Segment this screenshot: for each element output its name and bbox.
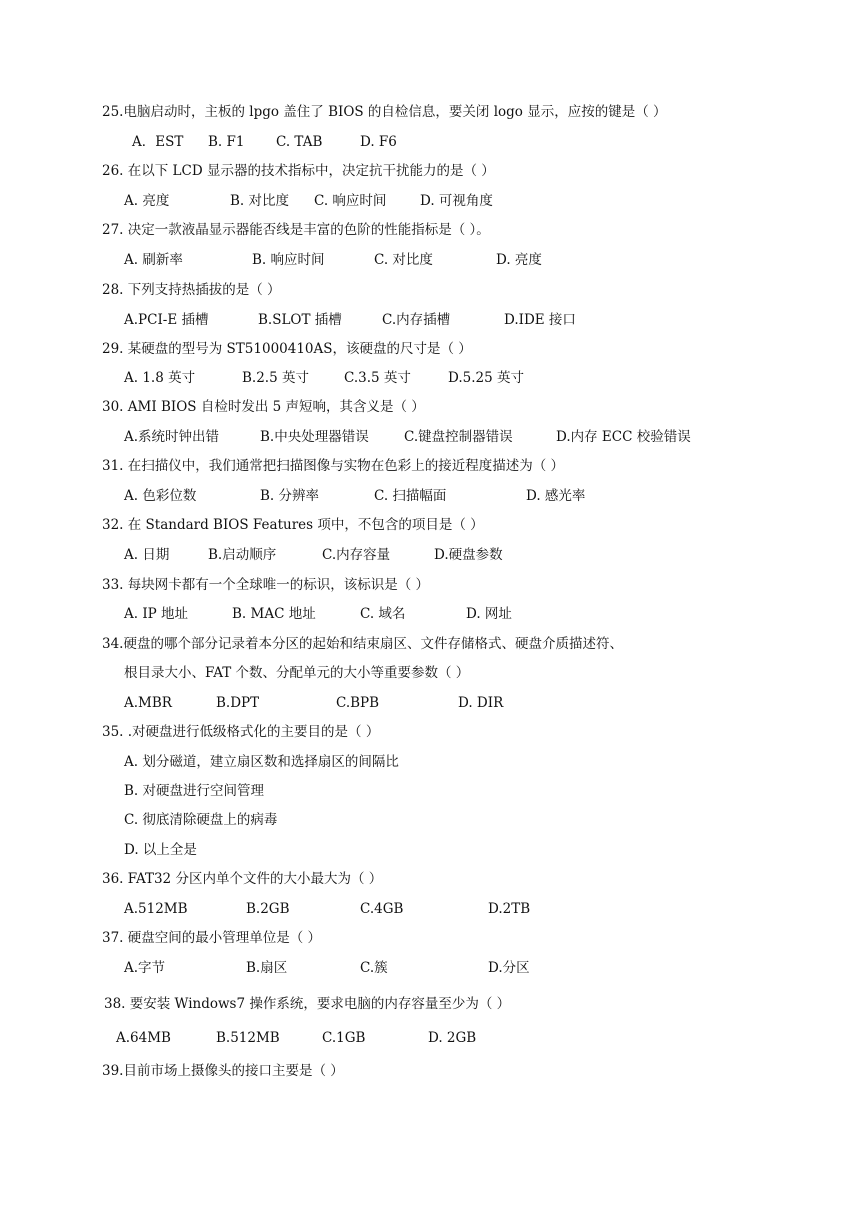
question-33-stem: 33. 每块网卡都有一个全球唯一的标识，该标识是（ ） [102, 577, 430, 593]
option-a: A. 日期 [124, 547, 170, 563]
question-31-stem: 31. 在扫描仪中，我们通常把扫描图像与实物在色彩上的接近程度描述为（ ） [102, 458, 565, 474]
option-a: A. 亮度 [124, 193, 170, 209]
question-35-stem: 35. .对硬盘进行低级格式化的主要目的是（ ） [102, 724, 380, 740]
option-d: D. 可视角度 [420, 193, 493, 209]
option-a: A.MBR [124, 695, 172, 711]
option-d: D.分区 [488, 960, 530, 976]
question-27-stem: 27. 决定一款液晶显示器能否线是丰富的色阶的性能指标是（ ）。 [102, 222, 490, 238]
option-c: C. TAB [276, 134, 323, 150]
question-35-option-b: B. 对硬盘进行空间管理 [124, 783, 265, 799]
option-b: B. 响应时间 [252, 252, 325, 268]
question-28-stem: 28. 下列支持热插拔的是（ ） [102, 282, 281, 298]
option-c: C. 响应时间 [314, 193, 387, 209]
option-c: C.4GB [360, 901, 404, 917]
option-d: D. 网址 [466, 606, 512, 622]
option-d: D. 2GB [428, 1030, 477, 1046]
option-c: C. 域名 [360, 606, 406, 622]
option-c: C.BPB [336, 695, 380, 711]
option-a: A．EST [132, 134, 184, 150]
question-34-stem: 34.硬盘的哪个部分记录着本分区的起始和结束扇区、文件存储格式、硬盘介质描述符、 [102, 636, 623, 652]
question-34-stem-continued: 根目录大小、FAT 个数、分配单元的大小等重要参数（ ） [124, 665, 470, 681]
option-c: C.簇 [360, 960, 388, 976]
option-b: B.SLOT 插槽 [258, 312, 342, 328]
option-a: A.系统时钟出错 [124, 429, 220, 445]
option-b: B. F1 [208, 134, 245, 150]
question-36-stem: 36. FAT32 分区内单个文件的大小最大为（ ） [102, 871, 383, 887]
option-d: D.2TB [488, 901, 531, 917]
option-b: B.2.5 英寸 [242, 370, 309, 386]
option-b: B.启动顺序 [208, 547, 277, 563]
option-a: A.字节 [124, 960, 166, 976]
option-a: A. 刷新率 [124, 252, 183, 268]
option-c: C.键盘控制器错误 [404, 429, 513, 445]
question-37-stem: 37. 硬盘空间的最小管理单位是（ ） [102, 930, 322, 946]
question-35-option-a: A. 划分磁道，建立扇区数和选择扇区的间隔比 [124, 754, 399, 770]
option-c: C.3.5 英寸 [344, 370, 411, 386]
question-29-stem: 29. 某硬盘的型号为 ST51000410AS，该硬盘的尺寸是（ ） [102, 341, 472, 357]
option-b: B.2GB [246, 901, 290, 917]
question-35-option-c: C. 彻底清除硬盘上的病毒 [124, 812, 278, 828]
option-c: C.1GB [322, 1030, 366, 1046]
option-d: D.5.25 英寸 [448, 370, 524, 386]
question-38-stem: 38. 要安装 Windows7 操作系统，要求电脑的内存容量至少为（ ） [104, 996, 511, 1012]
option-b: B.512MB [216, 1030, 280, 1046]
question-30-stem: 30. AMI BIOS 自检时发出 5 声短响，其含义是（ ） [102, 399, 425, 415]
option-d: D.硬盘参数 [434, 547, 503, 563]
question-32-stem: 32. 在 Standard BIOS Features 项中，不包含的项目是（ ） [102, 517, 484, 533]
option-b: B.扇区 [246, 960, 288, 976]
option-b: B. 分辨率 [260, 488, 320, 504]
option-b: B. 对比度 [230, 193, 290, 209]
option-c: C.内存插槽 [382, 312, 451, 328]
question-25-stem: 25.电脑启动时，主板的 lpgo 盖住了 BIOS 的自检信息，要关闭 logo 显示，应按的键是（ ） [102, 104, 667, 120]
option-a: A.512MB [124, 901, 188, 917]
option-d: D.IDE 接口 [504, 312, 576, 328]
option-a: A. 1.8 英寸 [124, 370, 196, 386]
question-35-option-d: D. 以上全是 [124, 842, 197, 858]
option-a: A.PCI-E 插槽 [124, 312, 209, 328]
option-d: D. F6 [360, 134, 397, 150]
option-b: B. MAC 地址 [232, 606, 316, 622]
option-a: A. 色彩位数 [124, 488, 197, 504]
option-c: C. 扫描幅面 [374, 488, 447, 504]
option-a: A. IP 地址 [124, 606, 189, 622]
option-a: A.64MB [116, 1030, 171, 1046]
question-26-stem: 26. 在以下 LCD 显示器的技术指标中，决定抗干扰能力的是（ ） [102, 163, 495, 179]
option-c: C. 对比度 [374, 252, 433, 268]
question-39-stem: 39.目前市场上摄像头的接口主要是（ ） [102, 1063, 344, 1079]
option-d: D. 感光率 [526, 488, 586, 504]
option-c: C.内存容量 [322, 547, 391, 563]
option-d: D. DIR [458, 695, 504, 711]
option-b: B.DPT [216, 695, 260, 711]
option-b: B.中央处理器错误 [260, 429, 369, 445]
option-d: D. 亮度 [496, 252, 542, 268]
option-d: D.内存 ECC 校验错误 [556, 429, 691, 445]
